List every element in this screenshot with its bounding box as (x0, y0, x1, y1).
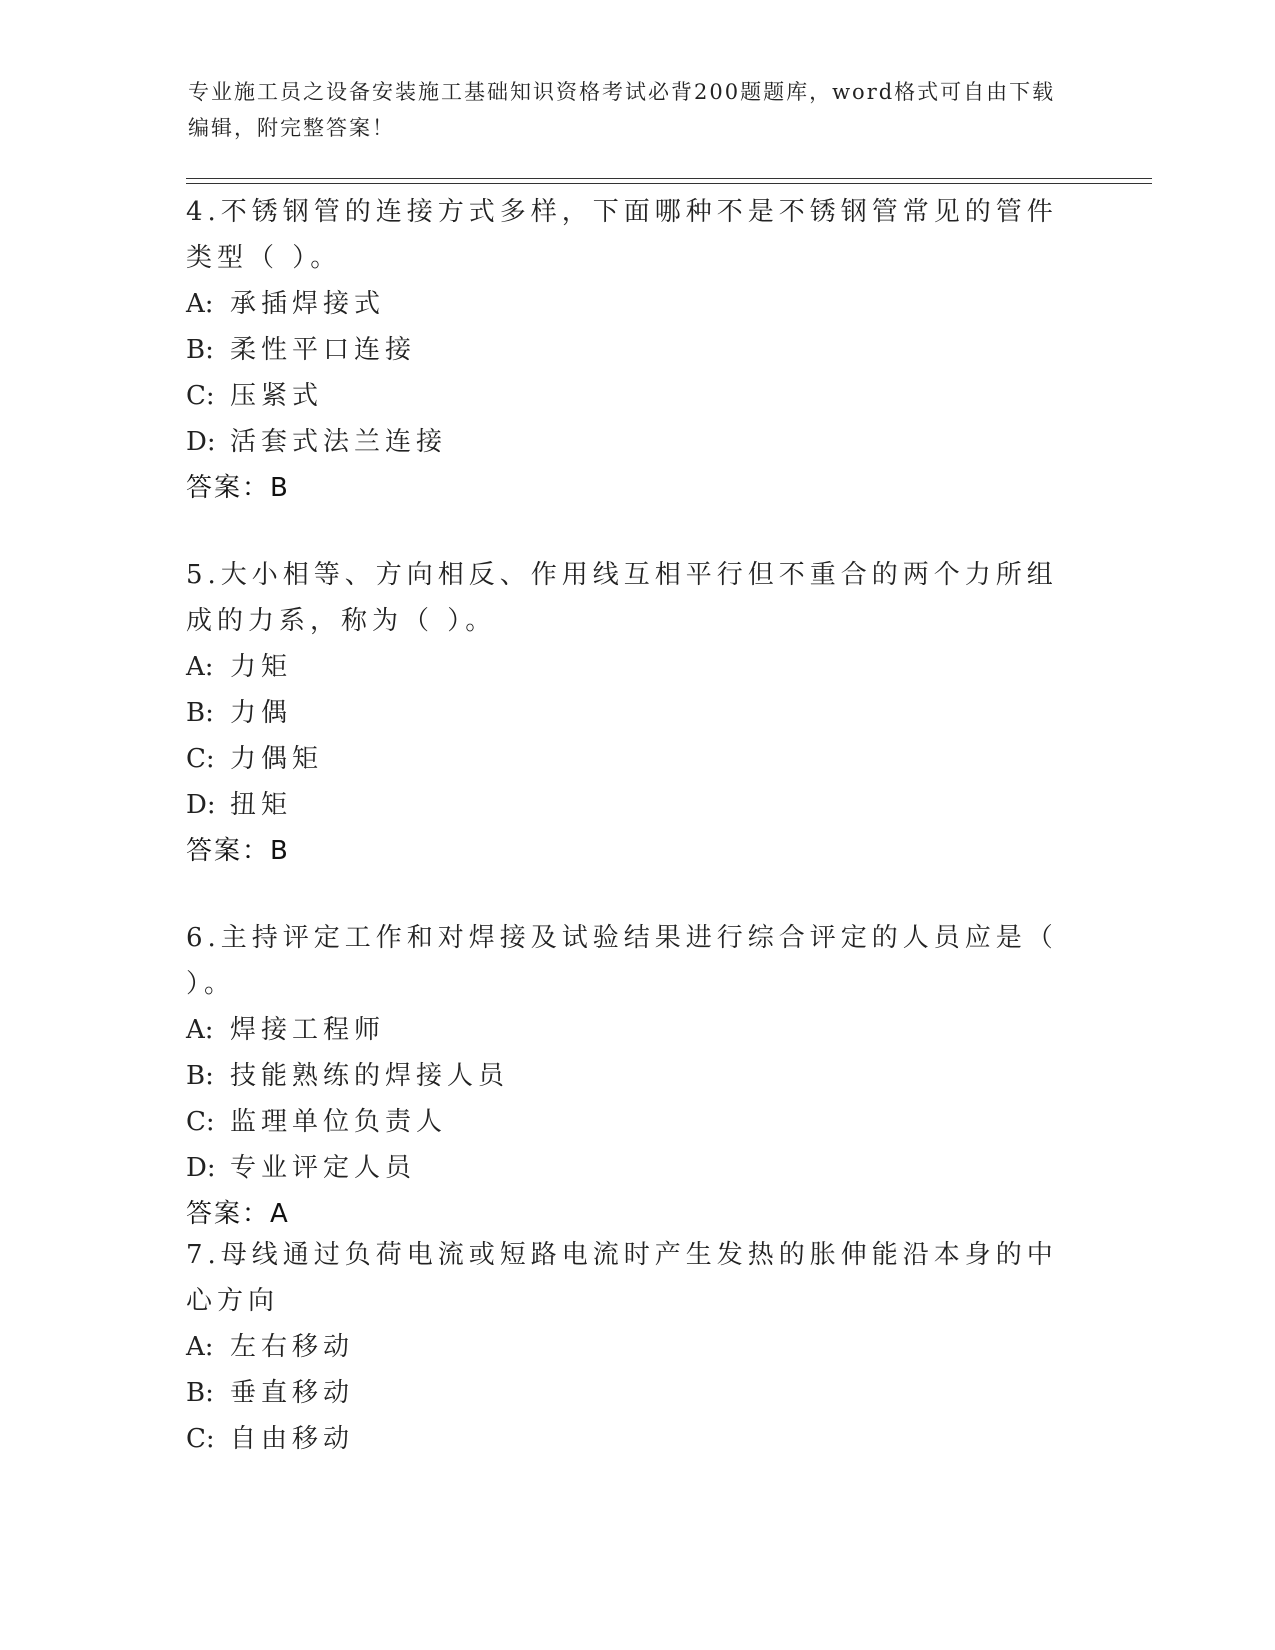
option-letter: C: (186, 1424, 215, 1454)
question-7 (186, 1232, 1086, 1462)
option-text: 自由移动 (230, 1424, 355, 1454)
option-text: 垂直移动 (230, 1378, 355, 1408)
option-b (186, 690, 1086, 736)
option-d (186, 1145, 1086, 1191)
header-divider-bottom (186, 183, 1152, 184)
option-letter: B: (186, 1378, 214, 1408)
option-letter: A: (186, 1332, 214, 1362)
option-b (186, 327, 1086, 373)
option-letter: A: (186, 652, 214, 682)
option-letter: C: (186, 381, 215, 411)
question-stem: 5.大小相等、方向相反、作用线互相平行但不重合的两个力所组成的力系，称为（ ）。 (186, 560, 1058, 636)
option-c (186, 373, 1086, 419)
option-text: 力偶矩 (230, 744, 324, 774)
option-text: 专业评定人员 (230, 1153, 417, 1183)
option-a (186, 281, 1086, 327)
question-5 (186, 552, 1086, 874)
option-b (186, 1370, 1086, 1416)
option-a (186, 1324, 1086, 1370)
option-c (186, 1416, 1086, 1462)
header-divider-top (186, 178, 1152, 179)
question-4 (186, 189, 1086, 511)
option-d (186, 419, 1086, 465)
option-letter: B: (186, 335, 214, 365)
option-text: 压紧式 (230, 381, 324, 411)
option-letter: A: (186, 1015, 214, 1045)
option-text: 焊接工程师 (230, 1015, 386, 1045)
option-letter: D: (186, 427, 216, 457)
option-letter: A: (186, 289, 214, 319)
option-c (186, 1099, 1086, 1145)
option-letter: B: (186, 1061, 214, 1091)
option-text: 力矩 (230, 652, 293, 682)
option-text: 力偶 (230, 698, 293, 728)
option-letter: C: (186, 1107, 215, 1137)
answer-line: 答案：A (186, 1199, 290, 1229)
option-letter: C: (186, 744, 215, 774)
option-text: 柔性平口连接 (230, 335, 417, 365)
option-text: 左右移动 (230, 1332, 355, 1362)
document-header: 专业施工员之设备安装施工基础知识资格考试必背200题题库，word格式可自由下载编辑，附完整答案！ (188, 80, 1056, 140)
option-a (186, 1007, 1086, 1053)
answer-line: 答案：B (186, 836, 290, 866)
answer-line: 答案：B (186, 473, 290, 503)
option-text: 监理单位负责人 (230, 1107, 448, 1137)
option-letter: D: (186, 1153, 216, 1183)
option-c (186, 736, 1086, 782)
option-letter: D: (186, 790, 216, 820)
option-text: 活套式法兰连接 (230, 427, 448, 457)
question-stem: 4.不锈钢管的连接方式多样，下面哪种不是不锈钢管常见的管件类型（ ）。 (186, 197, 1058, 273)
option-b (186, 1053, 1086, 1099)
option-a (186, 644, 1086, 690)
option-text: 技能熟练的焊接人员 (230, 1061, 510, 1091)
question-stem: 7.母线通过负荷电流或短路电流时产生发热的胀伸能沿本身的中心方向 (186, 1240, 1058, 1316)
question-6 (186, 915, 1086, 1237)
question-stem: 6.主持评定工作和对焊接及试验结果进行综合评定的人员应是（ ）。 (186, 923, 1058, 999)
option-text: 承插焊接式 (230, 289, 386, 319)
option-text: 扭矩 (230, 790, 293, 820)
option-d (186, 782, 1086, 828)
option-letter: B: (186, 698, 214, 728)
